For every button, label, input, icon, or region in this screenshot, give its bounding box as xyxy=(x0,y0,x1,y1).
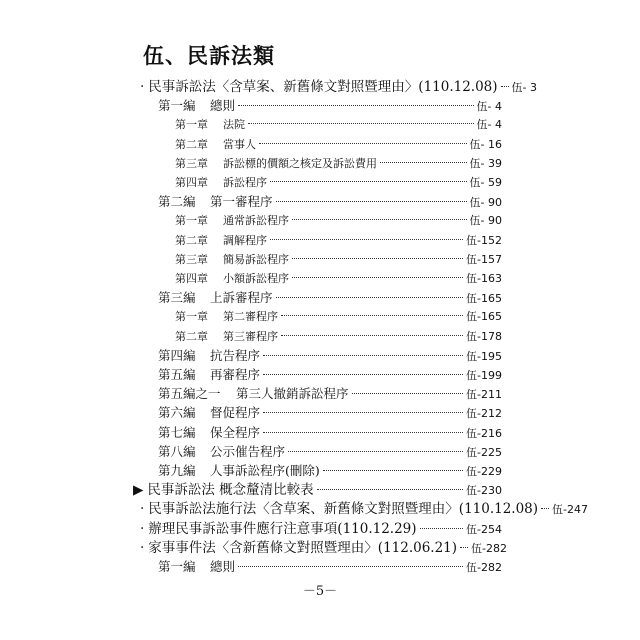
toc-entry-page: 伍-157 xyxy=(466,252,502,266)
dot-leader xyxy=(238,105,474,106)
dot-bullet-icon: ‧ xyxy=(140,501,145,518)
toc-entry xyxy=(158,442,502,462)
toc-entry-heading xyxy=(158,365,260,385)
toc-entry-page: 伍-212 xyxy=(466,407,502,421)
toc-entry xyxy=(140,77,538,97)
dot-leader xyxy=(259,143,467,144)
toc-entry-title: 再審程序 xyxy=(210,367,261,382)
toc-entry-page: 伍- 59 xyxy=(469,176,502,189)
toc-entry-title: 訴訟程序 xyxy=(223,176,267,189)
toc-entry-heading xyxy=(158,346,260,366)
toc-entry xyxy=(158,557,502,577)
dot-leader xyxy=(248,123,474,124)
toc-entry-label: 第二章 xyxy=(175,329,208,343)
toc-entry-heading xyxy=(140,77,498,97)
toc-entry-heading xyxy=(175,307,278,327)
dot-leader xyxy=(270,239,463,240)
toc-entry-title: 督促程序 xyxy=(210,405,261,421)
toc-entry-title: 訴訟標的價額之核定及訴訟費用 xyxy=(223,156,377,170)
toc-entry xyxy=(158,423,502,443)
toc-entry-heading xyxy=(158,96,235,116)
toc-entry-label: 第四章 xyxy=(175,272,208,285)
dot-leader xyxy=(263,412,463,413)
page-title: 伍、民訴法類 xyxy=(143,43,275,68)
dot-leader xyxy=(281,315,463,316)
toc-entry xyxy=(158,403,502,423)
dot-leader xyxy=(292,277,463,278)
dot-leader xyxy=(276,297,464,298)
toc-entry-page: 伍-165 xyxy=(466,310,502,324)
toc-entry xyxy=(175,173,502,193)
page-number: －5－ xyxy=(302,584,338,599)
toc-entry-title: 小額訴訟程序 xyxy=(223,272,289,285)
toc-entry-label: 第三章 xyxy=(175,252,208,266)
toc-entry-title: 抗告程序 xyxy=(210,347,261,363)
toc-entry-heading xyxy=(140,519,417,539)
toc-entry-label: 第三編 xyxy=(158,290,196,306)
toc-entry xyxy=(140,499,589,519)
dot-bullet-icon: ‧ xyxy=(140,520,145,537)
toc-entry-page: 伍-282 xyxy=(466,561,502,574)
toc-entry xyxy=(140,519,502,539)
toc-entry xyxy=(175,231,502,251)
toc-entry-title: 上訴審程序 xyxy=(210,290,273,306)
toc-entry-label: 第一章 xyxy=(175,118,208,132)
toc-entry xyxy=(175,250,502,270)
toc-entry-page: 伍-165 xyxy=(466,292,502,306)
dot-leader xyxy=(292,219,467,220)
toc-entry-heading xyxy=(158,461,320,481)
toc-entry xyxy=(158,384,502,404)
toc-entry-label: 第四編 xyxy=(158,347,196,363)
dot-leader xyxy=(270,181,467,182)
toc-entry-heading xyxy=(158,384,349,404)
toc-entry-label: 第九編 xyxy=(158,463,196,478)
toc-entry-heading xyxy=(175,173,267,193)
toc-entry xyxy=(158,288,502,308)
dot-leader xyxy=(238,566,463,567)
toc-entry-title: 總則 xyxy=(210,559,236,574)
toc-entry-page: 伍-282 xyxy=(471,541,508,555)
toc-entry-title: 民事訴訟法〈含草案、新舊條文對照暨理由〉(110.12.08) xyxy=(148,79,498,95)
dot-leader xyxy=(317,489,463,490)
toc-entry-page: 伍-216 xyxy=(466,426,502,440)
toc-entry-page: 伍-230 xyxy=(466,484,502,498)
toc-entry-title: 辦理民事訴訟事件應行注意事項(110.12.29) xyxy=(148,520,417,537)
toc-entry-page: 伍-211 xyxy=(466,388,502,402)
toc-entry-page: 伍- 16 xyxy=(469,137,502,151)
toc-entry-title: 家事事件法〈含新舊條文對照暨理由〉(112.06.21) xyxy=(148,539,458,556)
dot-leader xyxy=(276,201,467,202)
toc-entry-page: 伍- 39 xyxy=(469,156,502,170)
toc-entry-title: 法院 xyxy=(223,118,245,132)
toc-entry-heading xyxy=(140,538,457,558)
toc-entry xyxy=(158,192,502,212)
toc-entry-page: 伍- 90 xyxy=(469,214,502,228)
dot-leader xyxy=(352,393,464,394)
toc-entry-page: 伍-152 xyxy=(466,233,502,247)
toc-entry xyxy=(175,327,502,347)
toc-entry-label: 第一章 xyxy=(175,214,208,228)
toc-entry-heading xyxy=(175,154,377,174)
toc-entry xyxy=(158,96,502,116)
toc-entry-label: 第四章 xyxy=(175,176,208,189)
toc-entry-label: 第一章 xyxy=(175,310,208,324)
toc-entry-title: 第二審程序 xyxy=(223,310,278,324)
dot-leader xyxy=(263,432,463,433)
toc-entry-label: 第八編 xyxy=(158,443,196,459)
toc-entry-heading xyxy=(175,135,256,155)
toc-entry-label: 第三章 xyxy=(175,156,208,170)
toc-entry-title: 當事人 xyxy=(223,137,256,151)
triangle-bullet-icon: ▶ xyxy=(133,482,144,499)
toc-entry-title: 保全程序 xyxy=(210,424,261,440)
dot-leader xyxy=(288,451,463,452)
toc-entry-heading xyxy=(175,231,267,251)
dot-leader xyxy=(323,470,463,471)
toc-entry-heading xyxy=(175,269,289,289)
toc-entry-title: 調解程序 xyxy=(223,233,267,247)
toc-entry-page: 伍- 4 xyxy=(476,118,502,132)
toc-entry-label: 第七編 xyxy=(158,424,196,440)
toc-entry xyxy=(175,211,502,231)
toc-entry-title: 通常訴訟程序 xyxy=(223,214,289,228)
toc-entry-title: 公示催告程序 xyxy=(210,443,286,459)
toc-entry-heading xyxy=(158,442,285,462)
dot-leader xyxy=(501,86,509,87)
toc-entry xyxy=(158,461,502,481)
toc-entry-page: 伍-199 xyxy=(466,369,502,382)
toc-entry-label: 第五編之一 xyxy=(158,386,221,402)
toc-entry xyxy=(175,154,502,174)
dot-leader xyxy=(263,355,463,356)
dot-leader xyxy=(541,508,549,509)
toc-entry-heading xyxy=(133,480,314,500)
toc-entry-page: 伍-229 xyxy=(466,465,502,478)
toc-entry-label: 第一編 xyxy=(158,559,196,574)
toc-entry-heading xyxy=(175,115,245,135)
toc-entry-page: 伍-195 xyxy=(466,349,502,363)
toc-entry-title: 第三審程序 xyxy=(223,329,278,343)
dot-bullet-icon: ‧ xyxy=(140,79,145,95)
toc-entry-title: 第一審程序 xyxy=(210,194,273,210)
dot-leader xyxy=(380,162,467,163)
toc-entry-heading xyxy=(175,250,289,270)
toc-entry-page: 伍-225 xyxy=(466,445,502,459)
toc-entry-title: 簡易訴訟程序 xyxy=(223,252,289,266)
toc-entry-page: 伍- 4 xyxy=(476,100,502,114)
toc-entry-page: 伍-247 xyxy=(552,503,589,517)
toc-entry-title: 總則 xyxy=(210,98,236,114)
dot-leader xyxy=(281,335,463,336)
dot-leader xyxy=(263,374,463,375)
toc-entry xyxy=(140,538,508,558)
toc-entry xyxy=(158,365,502,385)
toc-entry xyxy=(175,269,502,289)
dot-leader xyxy=(292,258,463,259)
toc-entry xyxy=(175,307,502,327)
toc-entry xyxy=(175,135,502,155)
toc-entry-label: 第二章 xyxy=(175,233,208,247)
toc-entry-heading xyxy=(158,557,235,577)
dot-bullet-icon: ‧ xyxy=(140,539,145,556)
toc-entry-title: 民事訴訟法施行法〈含草案、新舊條文對照暨理由〉(110.12.08) xyxy=(148,501,539,518)
toc-entry xyxy=(158,346,502,366)
toc-entry-label: 第一編 xyxy=(158,98,196,114)
toc-entry-heading xyxy=(158,288,273,308)
toc-entry-heading xyxy=(175,211,289,231)
dot-leader xyxy=(420,528,463,529)
toc-entry-page: 伍- 3 xyxy=(511,81,538,94)
toc-entry-heading xyxy=(158,423,260,443)
toc-entry-heading xyxy=(140,499,538,519)
toc-entry-label: 第二編 xyxy=(158,194,196,210)
toc-entry-page: 伍-254 xyxy=(466,522,502,536)
toc-entry-page: 伍-178 xyxy=(466,329,502,343)
toc-entry xyxy=(175,115,502,135)
toc-entry-page: 伍-163 xyxy=(466,272,502,285)
toc-entry-label: 第五編 xyxy=(158,367,196,382)
toc-entry-label: 第六編 xyxy=(158,405,196,421)
dot-leader xyxy=(460,547,468,548)
toc-entry-title: 人事訴訟程序(刪除) xyxy=(210,463,320,478)
toc-entry xyxy=(133,480,502,500)
toc-entry-page: 伍- 90 xyxy=(469,196,502,210)
toc-entry-title: 民事訴訟法 概念釐清比較表 xyxy=(147,482,314,499)
toc-entry-heading xyxy=(158,192,273,212)
toc-entry-title: 第三人撤銷訴訟程序 xyxy=(236,386,349,402)
toc-entry-label: 第二章 xyxy=(175,137,208,151)
toc-entry-heading xyxy=(158,403,260,423)
toc-entry-heading xyxy=(175,327,278,347)
